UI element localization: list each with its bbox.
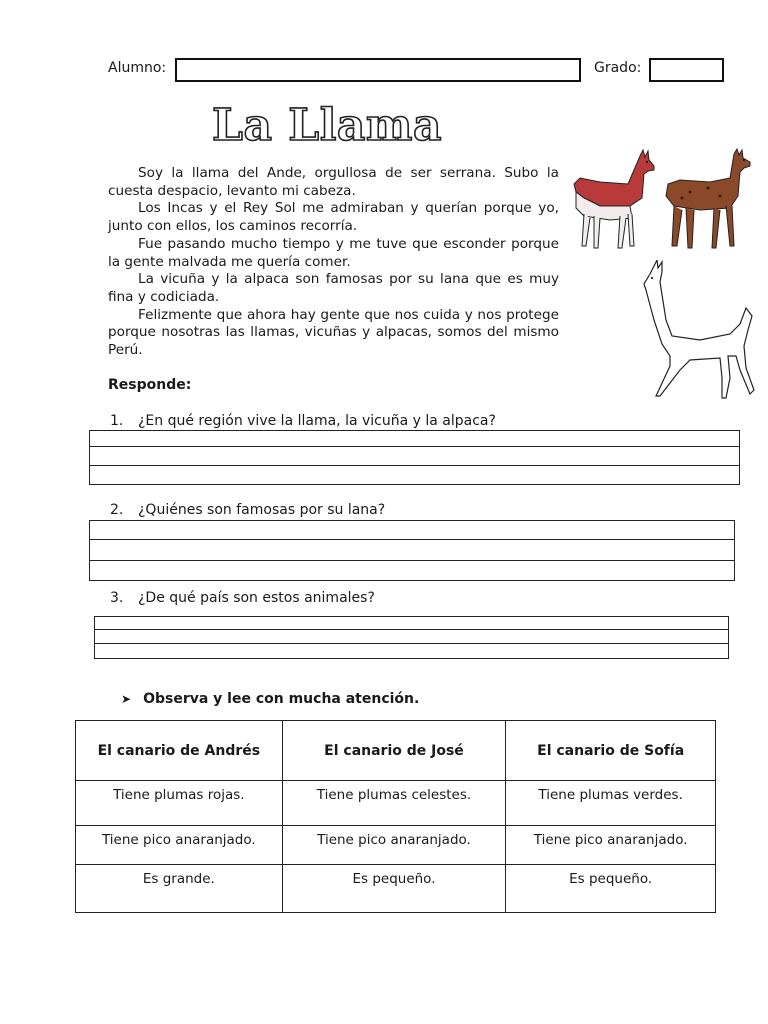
poem-paragraph: Soy la llama del Ande, orgullosa de ser serrana. Subo la cuesta despacio, levanto mi cabeza.	[108, 165, 559, 199]
table-row	[76, 826, 716, 865]
student-name-field[interactable]	[175, 58, 581, 82]
table-cell: Es pequeño.	[506, 865, 716, 913]
arrow-bullet-icon: ➤	[121, 692, 132, 706]
question-text: ¿Quiénes son famosas por su lana?	[138, 502, 386, 518]
table-cell: Tiene pico anaranjado.	[76, 826, 283, 865]
table-header: El canario de Andrés	[76, 721, 283, 781]
table-cell: Tiene plumas rojas.	[76, 781, 283, 826]
poem-paragraph: Los Incas y el Rey Sol me admiraban y querían porque yo, junto con ellos, los caminos recorría.	[108, 200, 559, 235]
table-cell: Tiene pico anaranjado.	[282, 826, 506, 865]
page-title: La Llama	[212, 100, 442, 151]
observa-instruction	[121, 691, 419, 707]
brown-alpaca-illustration	[660, 148, 756, 258]
question-text: ¿De qué país son estos animales?	[138, 590, 375, 606]
answer-lines-2[interactable]	[89, 520, 735, 581]
table-header-row	[76, 721, 716, 781]
red-white-llama-illustration	[570, 148, 662, 258]
table-row	[76, 865, 716, 913]
grade-field[interactable]	[649, 58, 724, 82]
poem-paragraph: Fue pasando mucho tiempo y me tuve que esconder porque la gente malvada me quería comer.	[108, 235, 559, 270]
question-number: 3.	[110, 590, 124, 606]
grade-label: Grado:	[594, 60, 642, 76]
student-label: Alumno:	[108, 60, 167, 76]
question-1	[110, 413, 496, 429]
table-cell: Es grande.	[76, 865, 283, 913]
reading-text	[108, 165, 559, 360]
responde-heading: Responde:	[108, 377, 192, 393]
answer-lines-3[interactable]	[94, 616, 729, 659]
canaries-table	[75, 720, 716, 913]
table-cell: Tiene plumas celestes.	[282, 781, 506, 826]
question-number: 2.	[110, 502, 124, 518]
table-cell: Tiene plumas verdes.	[506, 781, 716, 826]
table-cell: Es pequeño.	[282, 865, 506, 913]
observa-text: Observa y lee con mucha atención.	[143, 691, 420, 707]
question-text: ¿En qué región vive la llama, la vicuña y la alpaca?	[138, 413, 496, 429]
poem-paragraph: Felizmente que ahora hay gente que nos cuida y nos protege porque nosotras las llamas, vicuñas y alpacas, somos del mismo Perú.	[108, 306, 559, 359]
table-header: El canario de José	[282, 721, 506, 781]
table-cell: Tiene pico anaranjado.	[506, 826, 716, 865]
table-header: El canario de Sofía	[506, 721, 716, 781]
question-3	[110, 590, 375, 606]
poem-paragraph: La vicuña y la alpaca son famosas por su lana que es muy fina y codiciada.	[108, 271, 559, 305]
table-row	[76, 781, 716, 826]
question-number: 1.	[110, 413, 124, 429]
white-vicuna-outline-illustration	[640, 260, 756, 402]
answer-lines-1[interactable]	[89, 430, 740, 485]
question-2	[110, 502, 385, 518]
